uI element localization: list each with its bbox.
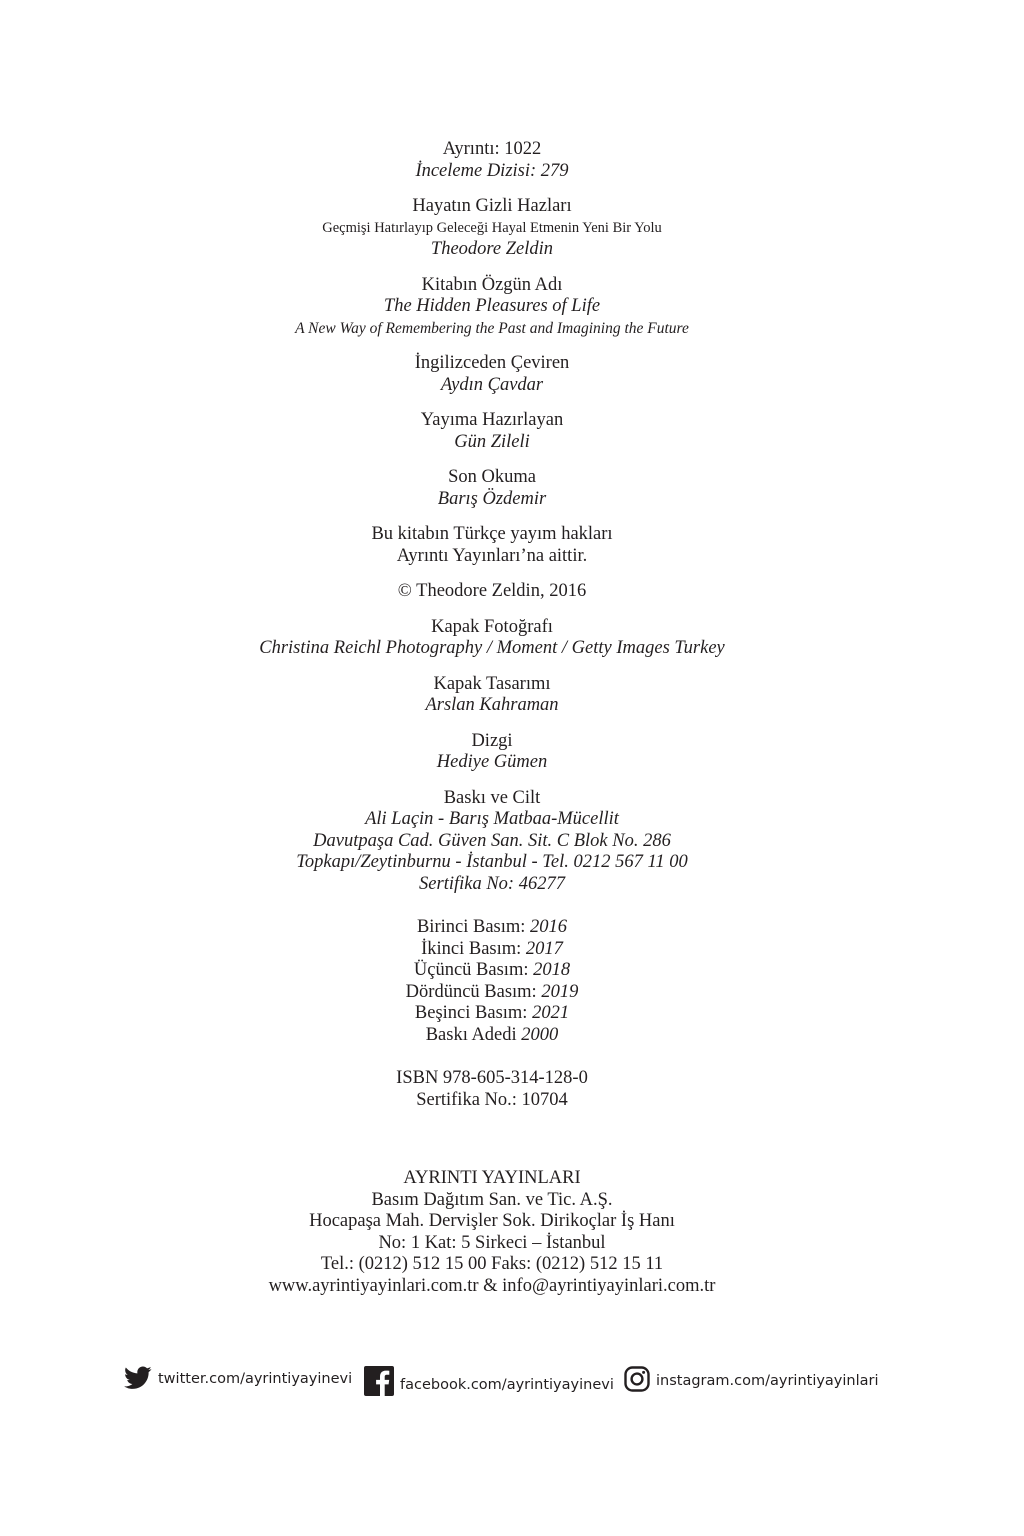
series-sub: İnceleme Dizisi: 279 <box>415 160 569 181</box>
rights-group <box>0 524 984 567</box>
edition-year: 2016 <box>530 917 568 937</box>
editor-name: Gün Zileli <box>454 431 530 452</box>
edition-line <box>0 917 984 939</box>
translator-group <box>0 353 984 396</box>
original-title-group <box>0 275 984 340</box>
publisher-web: www.ayrintiyayinlari.com.tr & info@ayrintiyayinlari.com.tr <box>268 1275 716 1296</box>
publisher-address: Hocapaşa Mah. Dervişler Sok. Dirikoçlar İş Hanı <box>309 1211 675 1231</box>
edition-year: 2018 <box>533 960 571 980</box>
editor-group <box>0 410 984 453</box>
edition-label: Birinci Basım: <box>416 917 526 937</box>
typesetting-label: Dizgi <box>471 730 513 751</box>
edition-year: 2000 <box>521 1024 559 1045</box>
edition-line <box>0 939 984 961</box>
original-title-label: Kitabın Özgün Adı <box>421 274 563 295</box>
cover-photo-credit: Christina Reichl Photography / Moment / Getty Images Turkey <box>259 638 725 658</box>
publisher-address: No: 1 Kat: 5 Sirkeci – İstanbul <box>378 1232 606 1253</box>
instagram-link[interactable] <box>624 1366 879 1392</box>
original-subtitle: A New Way of Remembering the Past and Imagining the Future <box>295 319 689 337</box>
cover-design-name: Arslan Kahraman <box>425 695 559 715</box>
facebook-link[interactable] <box>364 1366 614 1396</box>
printing-line: Davutpaşa Cad. Güven San. Sit. C Blok No. 286 <box>313 830 671 851</box>
translator-label: İngilizceden Çeviren <box>414 353 570 373</box>
printing-line: Ali Laçin - Barış Matbaa-Mücellit <box>365 809 619 829</box>
social-links <box>0 1366 1024 1406</box>
editions-group <box>0 917 984 1046</box>
edition-line <box>0 1025 984 1047</box>
editor-label: Yayıma Hazırlayan <box>420 410 564 430</box>
edition-year: 2017 <box>525 938 563 959</box>
series-label: Ayrıntı: 1022 <box>442 139 542 159</box>
instagram-text: instagram.com/ayrintiyayinlari <box>656 1373 879 1389</box>
instagram-icon <box>624 1366 650 1392</box>
colophon-block <box>0 139 984 1125</box>
cover-design-group <box>0 674 984 717</box>
isbn-line: ISBN 978-605-314-128-0 <box>396 1068 588 1088</box>
facebook-text: facebook.com/ayrintiyayinevi <box>400 1377 614 1393</box>
book-subtitle: Geçmişi Hatırlayıp Geleceği Hayal Etmenin Yeni Bir Yolu <box>322 219 662 236</box>
edition-year: 2021 <box>532 1003 570 1023</box>
cover-photo-label: Kapak Fotoğrafı <box>431 616 553 637</box>
title-group <box>0 196 984 261</box>
proofreading-label: Son Okuma <box>448 467 536 487</box>
proofreading-name: Barış Özdemir <box>437 488 547 509</box>
book-author: Theodore Zeldin <box>430 239 554 259</box>
copyright-line: © Theodore Zeldin, 2016 <box>397 581 587 601</box>
book-title: Hayatın Gizli Hazları <box>412 196 572 216</box>
edition-label: Beşinci Basım: <box>414 1003 528 1023</box>
twitter-link[interactable] <box>124 1366 352 1390</box>
edition-line <box>0 960 984 982</box>
publisher-phone: Tel.: (0212) 512 15 00 Faks: (0212) 512 15 11 <box>320 1254 664 1274</box>
printing-line: Topkapı/Zeytinburnu - İstanbul - Tel. 0212 567 11 00 <box>296 852 688 872</box>
copyright-group <box>0 581 984 603</box>
rights-line-1: Bu kitabın Türkçe yayım hakları <box>371 524 613 544</box>
cover-photo-group <box>0 617 984 660</box>
translator-name: Aydın Çavdar <box>440 374 544 395</box>
edition-line <box>0 1003 984 1025</box>
publisher-name: AYRINTI YAYINLARI <box>403 1168 581 1188</box>
publisher-block <box>0 1168 984 1297</box>
typesetting-name: Hediye Gümen <box>436 752 548 772</box>
printing-line: Sertifika No: 46277 <box>419 873 565 894</box>
edition-line <box>0 982 984 1004</box>
edition-label: Baskı Adedi <box>425 1024 517 1045</box>
series-group <box>0 139 984 182</box>
twitter-text: twitter.com/ayrintiyayinevi <box>158 1371 353 1387</box>
typesetting-group <box>0 731 984 774</box>
edition-label: Dördüncü Basım: <box>405 981 537 1002</box>
facebook-icon <box>364 1366 394 1396</box>
rights-line-2: Ayrıntı Yayınları’na aittir. <box>396 545 588 566</box>
printing-label: Baskı ve Cilt <box>443 787 541 808</box>
proofreading-group <box>0 467 984 510</box>
original-title: The Hidden Pleasures of Life <box>383 296 601 316</box>
edition-label: Üçüncü Basım: <box>413 960 529 980</box>
printing-group <box>0 788 984 896</box>
publisher-line: Basım Dağıtım San. ve Tic. A.Ş. <box>371 1189 613 1210</box>
edition-label: İkinci Basım: <box>421 938 522 959</box>
cover-design-label: Kapak Tasarımı <box>433 673 551 694</box>
certificate-line: Sertifika No.: 10704 <box>416 1089 568 1110</box>
twitter-icon <box>124 1366 152 1390</box>
isbn-group <box>0 1068 984 1111</box>
edition-year: 2019 <box>541 981 579 1002</box>
